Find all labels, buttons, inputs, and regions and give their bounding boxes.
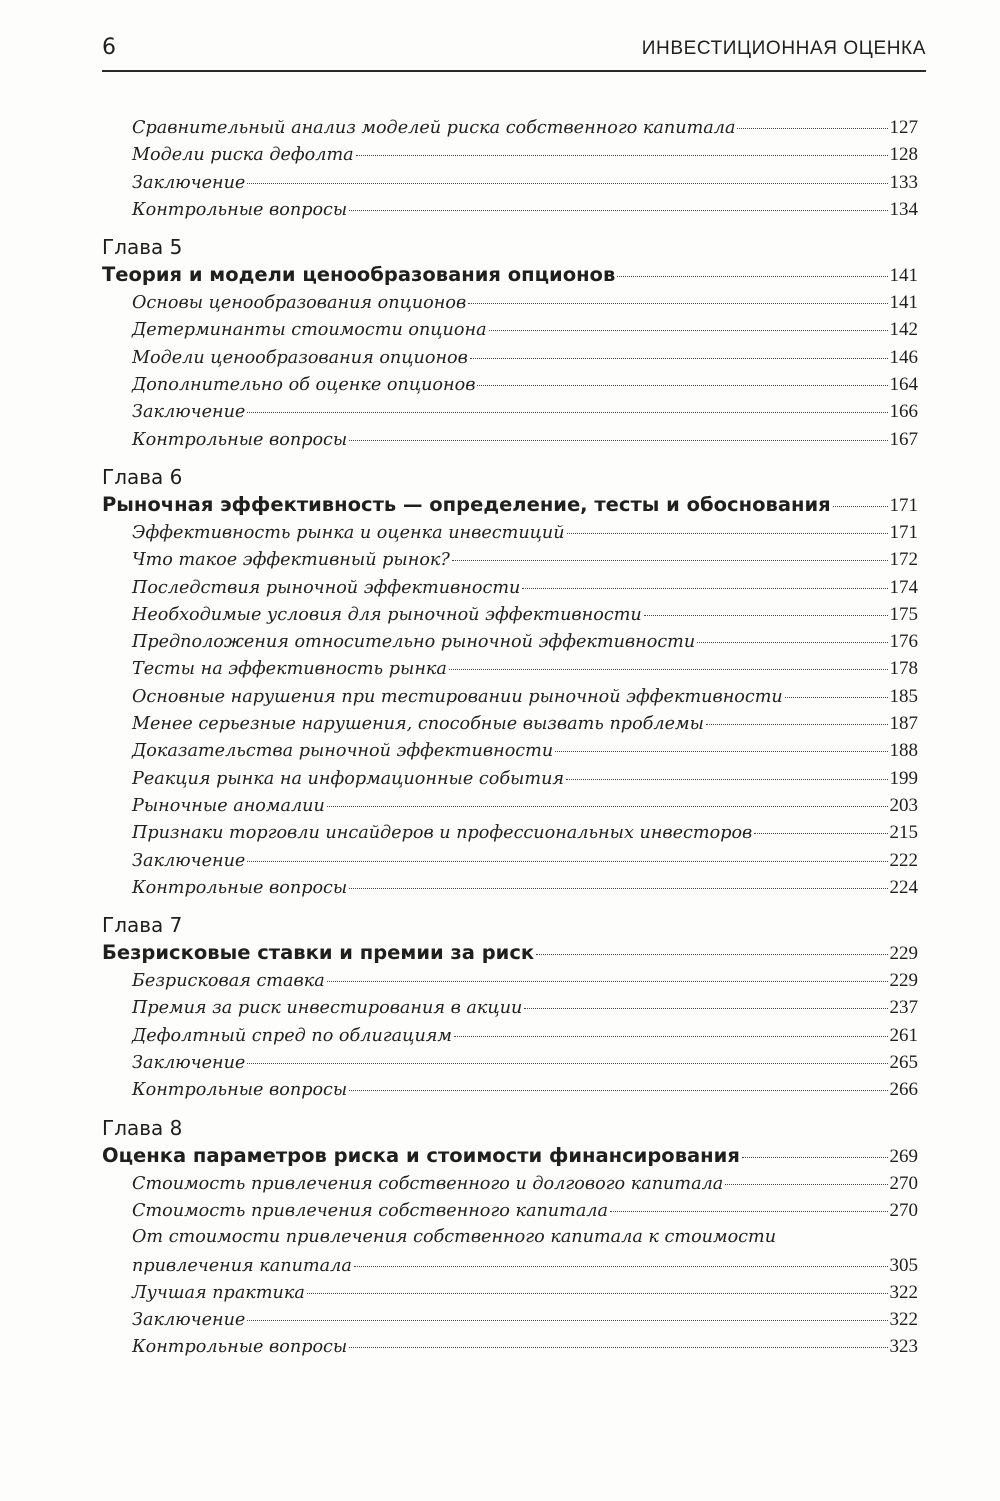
running-header [102, 34, 926, 72]
toc-entry-title: Стоимость привлечения собственного и долгового капитала [132, 1173, 724, 1194]
toc-page-number: 261 [889, 1024, 918, 1046]
dot-leader [697, 642, 887, 643]
toc-entry [102, 316, 918, 343]
toc-page-number: 146 [889, 346, 918, 368]
chapter-page-number: 171 [889, 494, 918, 516]
dot-leader [247, 412, 887, 413]
toc-page-number: 142 [889, 319, 918, 341]
toc-entry-title: Доказательства рыночной эффективности [132, 741, 554, 762]
toc-entry-title: Заключение [132, 172, 246, 193]
dot-leader [785, 697, 888, 698]
toc-page-number: 127 [889, 117, 918, 138]
toc-page-number: 174 [889, 576, 918, 598]
dot-leader [349, 440, 887, 441]
dot-leader [356, 155, 888, 156]
toc-entry [102, 792, 918, 819]
chapter-title-entry [102, 261, 918, 289]
toc-page-number: 215 [889, 822, 918, 844]
dot-leader [470, 358, 888, 359]
toc-entry-title: Что такое эффективный рынок? [132, 550, 450, 571]
toc-entry [102, 114, 918, 141]
dot-leader [610, 1211, 888, 1212]
toc-entry [102, 628, 918, 655]
toc-page-number: 229 [889, 970, 918, 992]
chapter-title: Рыночная эффективность — определение, тесты и обоснования [102, 492, 831, 516]
toc-entry [102, 1252, 918, 1279]
dot-leader [737, 128, 887, 129]
toc-page-number: 222 [889, 849, 918, 871]
dot-leader [644, 615, 888, 616]
toc-entry-title: Рыночные аномалии [132, 795, 325, 816]
toc-entry-title: Заключение [132, 1310, 246, 1331]
toc-entry [102, 737, 918, 764]
toc-entry [102, 1333, 918, 1360]
chapter-title: Оценка параметров риска и стоимости финансирования [102, 1143, 740, 1167]
toc-entry [102, 765, 918, 792]
dot-leader [477, 385, 887, 386]
toc-entry-title-continuation: привлечения капитала [132, 1255, 352, 1276]
toc-entry [102, 1197, 918, 1224]
toc-entry [102, 683, 918, 710]
chapter-title: Теория и модели ценообразования опционов [102, 263, 616, 287]
dot-leader [247, 861, 887, 862]
toc-page-number: 187 [889, 713, 918, 735]
toc-page-number: 322 [889, 1281, 918, 1303]
dot-leader [307, 1293, 888, 1294]
toc-entry [102, 1279, 918, 1306]
running-title: ИНВЕСТИЦИОННАЯ ОЦЕНКА [641, 38, 926, 59]
toc-page-number: 133 [889, 171, 918, 193]
dot-leader [524, 1008, 887, 1009]
toc-entry-title: Эффективность рынка и оценка инвестиций [132, 522, 565, 543]
toc-page-number: 134 [889, 198, 918, 220]
page-number: 6 [102, 35, 116, 60]
toc-page-number: 172 [889, 549, 918, 571]
toc-entry-title: Последствия рыночной эффективности [132, 577, 521, 598]
toc-entry [102, 1049, 918, 1076]
dot-leader [354, 1266, 888, 1267]
toc-page-number: 166 [889, 401, 918, 423]
toc-entry-title: Необходимые условия для рыночной эффективности [132, 604, 642, 625]
table-of-contents [102, 114, 918, 1361]
toc-page-number: 175 [889, 603, 918, 625]
toc-page-number: 167 [889, 428, 918, 450]
chapter-title: Безрисковые ставки и премии за риск [102, 941, 535, 965]
toc-entry [102, 819, 918, 846]
toc-entry-title: Детерминанты стоимости опциона [132, 320, 487, 341]
dot-leader [454, 1036, 887, 1037]
dot-leader [247, 183, 887, 184]
toc-page-number: 185 [889, 685, 918, 707]
dot-leader [349, 888, 887, 889]
dot-leader [349, 1090, 887, 1091]
toc-entry-title: Безрисковая ставка [132, 971, 325, 992]
toc-entry-title: Дополнительно об оценке опционов [132, 375, 476, 396]
toc-entry [102, 710, 918, 737]
toc-entry-title: Модели риска дефолта [132, 145, 354, 166]
chapter-label: Глава 5 [102, 235, 183, 260]
toc-entry-title: Основы ценообразования опционов [132, 293, 467, 314]
toc-entry [102, 519, 918, 546]
chapter-label: Глава 8 [102, 1115, 183, 1140]
toc-entry-title: От стоимости привлечения собственного капитала к стоимости [132, 1227, 777, 1248]
dot-leader [247, 1320, 887, 1321]
toc-page-number: 176 [889, 631, 918, 653]
toc-page-number: 266 [889, 1079, 918, 1101]
toc-page-number: 323 [889, 1336, 918, 1358]
toc-entry [102, 546, 918, 573]
toc-entry [102, 655, 918, 682]
toc-entry [102, 344, 918, 371]
toc-entry [102, 994, 918, 1021]
toc-page-number: 188 [889, 740, 918, 762]
toc-page-number: 141 [889, 292, 918, 314]
dot-leader [452, 560, 888, 561]
dot-leader [327, 981, 888, 982]
toc-entry-title: Заключение [132, 402, 246, 423]
dot-leader [617, 276, 887, 277]
toc-page-number: 203 [889, 794, 918, 816]
chapter-title-entry [102, 1142, 918, 1170]
chapter-label: Глава 7 [102, 913, 183, 938]
toc-entry-title: Тесты на эффективность рынка [132, 659, 447, 680]
toc-entry-title: Признаки торговли инсайдеров и профессиональных инвесторов [132, 823, 753, 844]
dot-leader [742, 1157, 888, 1158]
chapter-title-entry [102, 491, 918, 519]
toc-entry [102, 847, 918, 874]
toc-entry [102, 141, 918, 168]
toc-entry [102, 371, 918, 398]
toc-page-number: 199 [889, 767, 918, 789]
dot-leader [567, 533, 888, 534]
toc-entry-title: Предположения относительно рыночной эффективности [132, 632, 696, 653]
toc-entry [102, 289, 918, 316]
toc-entry [102, 574, 918, 601]
toc-page-number: 322 [889, 1309, 918, 1331]
toc-page-number: 224 [889, 876, 918, 898]
toc-page-number: 128 [889, 144, 918, 166]
toc-entry-title: Заключение [132, 1053, 246, 1074]
toc-entry-title: Сравнительный анализ моделей риска собственного капитала [132, 118, 736, 138]
toc-page-number: 171 [889, 521, 918, 543]
dot-leader [536, 954, 887, 955]
toc-entry-title: Основные нарушения при тестировании рыночной эффективности [132, 686, 783, 707]
toc-entry-title: Контрольные вопросы [132, 1337, 348, 1358]
dot-leader [489, 330, 888, 331]
toc-entry-title: Модели ценообразования опционов [132, 347, 468, 368]
dot-leader [555, 751, 887, 752]
dot-leader [349, 210, 887, 211]
toc-page-number: 237 [889, 997, 918, 1019]
toc-page-number: 270 [889, 1199, 918, 1221]
toc-entry [102, 398, 918, 425]
toc-entry [102, 1076, 918, 1103]
toc-page-number: 265 [889, 1052, 918, 1074]
dot-leader [327, 806, 888, 807]
chapter-page-number: 229 [889, 943, 918, 965]
toc-page-number: 270 [889, 1172, 918, 1194]
chapter-label: Глава 6 [102, 464, 183, 489]
dot-leader [247, 1063, 887, 1064]
toc-entry-title: Контрольные вопросы [132, 1080, 348, 1101]
toc-entry [102, 1170, 918, 1197]
toc-entry-title: Лучшая практика [132, 1282, 305, 1303]
dot-leader [706, 724, 888, 725]
toc-entry [102, 196, 918, 223]
toc-entry-title: Контрольные вопросы [132, 429, 348, 450]
toc-page-number: 178 [889, 658, 918, 680]
toc-entry-title: Менее серьезные нарушения, способные вызвать проблемы [132, 714, 704, 735]
dot-leader [468, 303, 887, 304]
dot-leader [833, 506, 888, 507]
toc-entry-title: Контрольные вопросы [132, 199, 348, 220]
chapter-title-entry [102, 939, 918, 967]
toc-entry-title: Контрольные вопросы [132, 877, 348, 898]
dot-leader [349, 1347, 887, 1348]
toc-entry-title: Премия за риск инвестирования в акции [132, 998, 523, 1019]
toc-entry-title: Стоимость привлечения собственного капитала [132, 1200, 608, 1221]
chapter-page-number: 269 [889, 1145, 918, 1167]
chapter-page-number: 141 [889, 265, 918, 287]
toc-entry [102, 426, 918, 453]
dot-leader [566, 779, 887, 780]
dot-leader [449, 669, 888, 670]
toc-entry-title: Реакция рынка на информационные события [132, 768, 565, 789]
toc-entry-title: Заключение [132, 850, 246, 871]
toc-entry [102, 1022, 918, 1049]
toc-page-number: 164 [889, 374, 918, 396]
dot-leader [522, 588, 887, 589]
dot-leader [725, 1184, 887, 1185]
toc-entry [102, 1306, 918, 1333]
toc-entry [102, 601, 918, 628]
toc-entry [102, 169, 918, 196]
dot-leader [754, 833, 887, 834]
toc-entry [102, 967, 918, 994]
toc-entry-title: Дефолтный спред по облигациям [132, 1025, 453, 1046]
toc-entry [102, 874, 918, 901]
toc-page-number: 305 [889, 1254, 918, 1276]
